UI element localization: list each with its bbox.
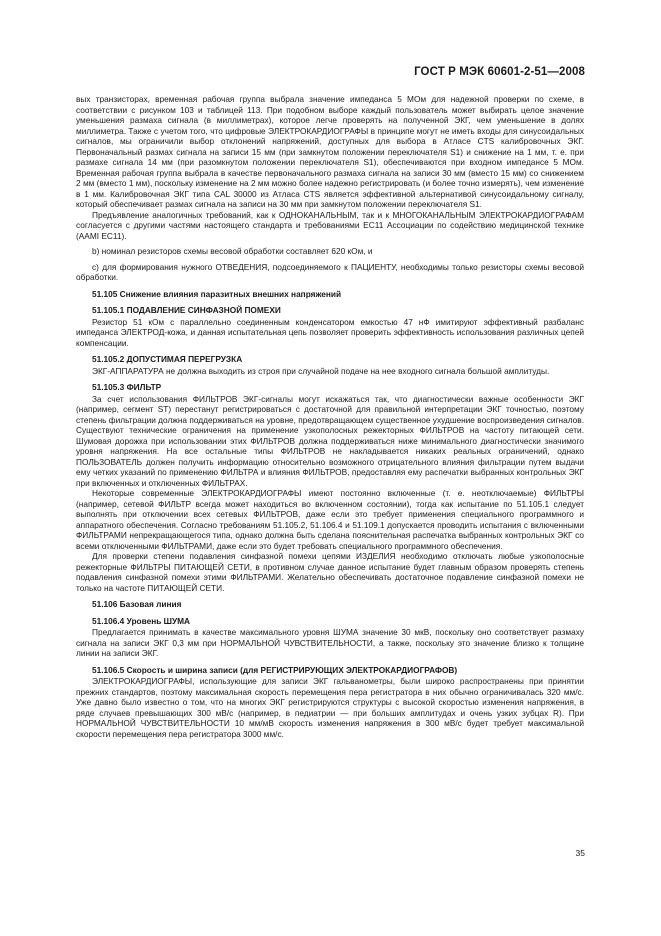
paragraph: Некоторые современные ЭЛЕКТРОКАРДИОГРАФЫ имеют постоянно включенные (т. е. неотключаемые) ФИЛЬТРЫ (например, сетевой ФИЛЬТР всегда может находиться во включенном состоянии), тогда как испытание по 51.105.1 следует выполнять при отключении всех сетевых ФИЛЬТРОВ, даже если это требует применения специального программного и аппаратного обеспечения. Согласно требованиям 51.105.2, 51.106.4 и 51.109.1 допускается проводить испытания с включенными ФИЛЬТРАМИ непрекращающегося типа, однако должна быть сделана пояснительная распечатка выбранных контрольных ЭКГ со всеми отключенными ФИЛЬТРАМИ, даже если это будет требовать специального программного обеспечения. <box>76 488 584 551</box>
paragraph: Для проверки степени подавления синфазной помехи цепями ИЗДЕЛИЯ необходимо отключать любые узкополосные режекторные ФИЛЬТРЫ ПИТАЮЩЕЙ СЕТИ, в противном случае данное испытание будет главным образом проверять степень подавления синфазной помехи этими ФИЛЬТРАМИ. Желательно обеспечивать достаточное подавление синфазной помехи не только на частоте ПИТАЮЩЕЙ СЕТИ. <box>76 551 584 593</box>
subsection-heading-51-105-1: 51.105.1 ПОДАВЛЕНИЕ СИНФАЗНОЙ ПОМЕХИ <box>92 305 281 315</box>
subsection-heading-51-106-5: 51.106.5 Скорость и ширина записи (для РЕГИСТРИРУЮЩИХ ЭЛЕКТРОКАРДИОГРАФОВ) <box>92 664 458 675</box>
subsection-heading-51-105-3: 51.105.3 ФИЛЬТР <box>92 382 162 392</box>
paragraph: Предъявление аналогичных требований, как к ОДНОКАНАЛЬНЫМ, так и к МНОГОКАНАЛЬНЫМ ЭЛЕКТРОКАРДИОГРАФАМ согласуется с другими частями настоящего стандарта и требованиями EC11 Ассоциации по содействию медицинской технике (AAMI EC11). <box>76 209 584 241</box>
paragraph: ЭКГ-АППАРАТУРА не должна выходить из строя при случайной подаче на нее входного сигнала большой амплитуды. <box>92 365 550 376</box>
subsection-heading-51-106-4: 51.106.4 Уровень ШУМА <box>92 615 191 626</box>
subsection-heading-51-105-2: 51.105.2 ДОПУСТИМАЯ ПЕРЕГРУЗКА <box>92 354 243 364</box>
list-item-c: c) для формирования нужного ОТВЕДЕНИЯ, подсоединяемого к ПАЦИЕНТУ, необходимы только резисторы схемы весовой обработки. <box>76 261 584 282</box>
list-item-b: b) номинал резисторов схемы весовой обработки составляет 620 кОм, и <box>92 246 373 256</box>
page-number: 35 <box>575 848 585 858</box>
paragraph: За счет использования ФИЛЬТРОВ ЭКГ-сигналы могут искажаться так, что диагностически важные особенности ЭКГ (например, сегмент ST) перестанут регистрироваться с достаточной для правильной интерпретации ЭКГ точностью, поэтому степень фильтрации должна поддерживаться на уровне, предотвращающем существенное ухудшение воспроизведения сигналов. Существуют технические ограничения на применение узкополосных режекторных ФИЛЬТРОВ на частоту питающей сети. Шумовая дорожка при использовании этих ФИЛЬТРОВ должна поддерживаться ниже минимального диагностически значимого уровня напряжения. На все остальные типы ФИЛЬТРОВ не накладывается никаких реальных ограничений, однако ПОЛЬЗОВАТЕЛЬ должен получить информацию относительно возможного отрицательного влияния фильтрации путем выдачи ему четких указаний по применению ФИЛЬТРА и влияния ФИЛЬТРОВ, предоставляя ему распечатки выбранных контрольных ЭКГ при включенных и отключенных ФИЛЬТРАХ. <box>76 393 584 488</box>
section-heading-51-106: 51.106 Базовая линия <box>92 599 182 609</box>
standard-header: ГОСТ Р МЭК 60601-2-51—2008 <box>414 66 585 78</box>
paragraph: Предлагается принимать в качестве максимального уровня ШУМА значение 30 мкВ, поскольку оно соответствует размаху сигнала на записи ЭКГ 0,3 мм при НОРМАЛЬНОЙ ЧУВСТВИТЕЛЬНОСТИ, а также, поскольку это значение близко к толщине линии на записи ЭКГ. <box>76 627 584 658</box>
paragraph: Резистор 51 кОм с параллельно соединенным конденсатором емкостью 47 нФ имитируют эффективный разбаланс импеданса ЭЛЕКТРОД-кожа, и данная испытательная цепь позволяет проверить эффективность использования различных цепей компенсации. <box>76 316 584 348</box>
paragraph-continuation: вых транзисторах, временная рабочая группа выбрала значение импеданса 5 МОм для надежной проверки по схеме, в соответствии с рисунком 103 и таблицей 113. При подобном выборе каждый пользователь может выбирать целое значение уменьшения размаха сигнала (в миллиметрах), которое легче проверять на полученной ЭКГ, чем уменьшение в долях миллиметра. Также с учетом того, что цифровые ЭЛЕКТРОКАРДИОГРАФЫ в принципе могут не иметь входы для синусоидальных сигналов, мы ограничили выбор отклонений напряжений, доступных для выбора в Атласе CTS калибровочных ЭКГ. Первоначальный размах сигнала на записи 15 мм (при замкнутом положении переключателя S1) и снижение на 1 мм, т. е. при размахе сигнала 14 мм (при разомкнутом положении переключателя S1), обеспечиваются при входном импедансе 5 МОм. Временная рабочая группа выбрала в качестве первоначального размаха сигнала на записи 30 мм (вместо 15 мм) со снижением 2 мм (вместо 1 мм), поскольку изменение на 2 мм можно более надежно регистрировать (и более точно измерять), чем изменение в 1 мм. Калибровочная ЭКГ типа CAL 30000 из Атласа CTS является эффективной альтернативой синусоидальному сигналу, который обеспечивает размах сигнала на записи на 30 мм при замкнутом положении переключателя S1. <box>76 94 584 209</box>
page-body <box>76 94 584 739</box>
paragraph: ЭЛЕКТРОКАРДИОГРАФЫ, использующие для записи ЭКГ гальванометры, были широко распространены при принятии прежних стандартов, поэтому максимальная скорость перемещения пера регистратора в них обычно ограничивалась 320 мм/с. Уже давно было известно о том, что на многих ЭКГ регистрируются структуры с высокой скоростью изменения напряжения, в ряде случаев превышающих 300 мВ/с (например, в педиатрии — при больших амплитудах и очень узких зубцах R). При НОРМАЛЬНОЙ ЧУВСТВИТЕЛЬНОСТИ 10 мм/мВ скорость изменения напряжения в 300 мВ/с будет требует максимальной скорости перемещения пера регистратора 3000 мм/с. <box>76 676 584 739</box>
section-heading-51-105: 51.105 Снижение влияния паразитных внешних напряжений <box>92 288 342 299</box>
